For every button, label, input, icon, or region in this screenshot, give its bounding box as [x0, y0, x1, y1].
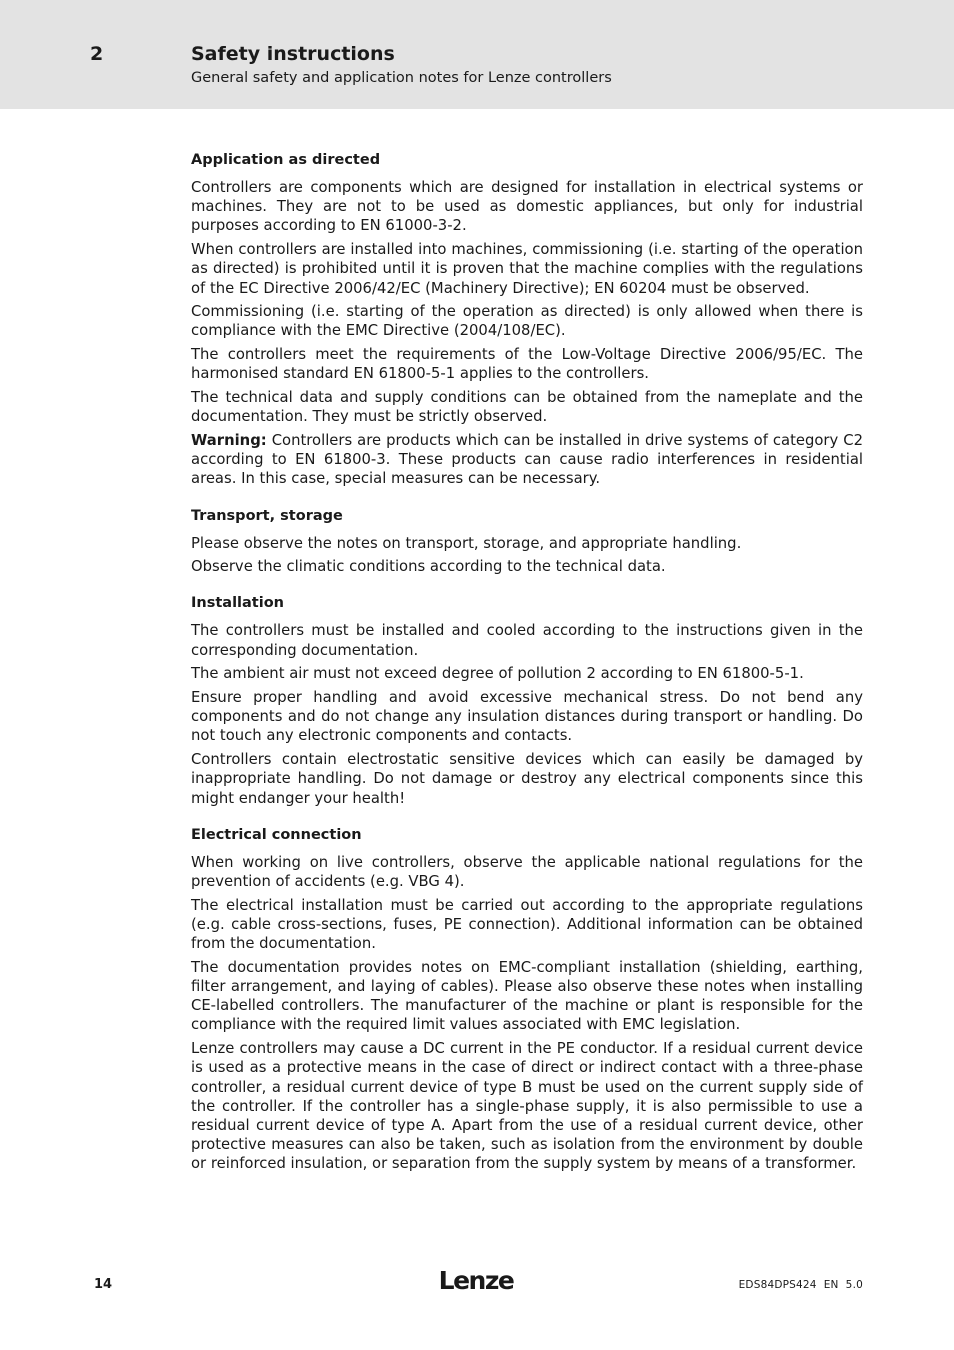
paragraph: Lenze controllers may cause a DC current in the PE conductor. If a residual current device is used as a protective means in the case of direct or indirect contact with a three-phase controller, a residual current device of type B must be used on the current supply side of the controller. If the controller has a single-phase supply, it is also permissible to use a residual current device of type A. Apart from the use of a residual current device, other protective measures can also be taken, such as isolation from the environment by double or reinforced insulation, or separation from the supply system by means of a transformer.: [191, 1040, 863, 1173]
warning-text: Controllers are products which can be installed in drive systems of category C2 according to EN 61800-3. These products can cause radio interferences in residential areas. In this case, special measures can be necessary.: [191, 431, 863, 488]
paragraph: Controllers contain electrostatic sensitive devices which can easily be damaged by inappropriate handling. Do not damage or destroy any electrical components since this might endanger your health!: [191, 751, 863, 807]
chapter-number: 2: [90, 43, 104, 65]
chapter-subtitle: General safety and application notes for Lenze controllers: [191, 70, 612, 86]
paragraph: Commissioning (i.e. starting of the operation as directed) is only allowed when there is compliance with the EMC Directive (2004/108/EC).: [191, 303, 863, 340]
paragraph: Controllers are components which are designed for installation in electrical systems or machines. They are not to be used as domestic appliances, but only for industrial purposes according to EN 61000-3-2.: [191, 179, 863, 235]
paragraph: Ensure proper handling and avoid excessive mechanical stress. Do not bend any components and do not change any insulation distances during transport or handling. Do not touch any electronic components and contacts.: [191, 689, 863, 745]
section-electrical-connection: [191, 825, 863, 1174]
warning-paragraph: [191, 431, 863, 489]
paragraph: The electrical installation must be carried out according to the appropriate regulations (e.g. cable cross-sections, fuses, PE connection). Additional information can be obtained from the documentation.: [191, 896, 863, 953]
section-heading: Transport, storage: [191, 507, 343, 524]
paragraph: The ambient air must not exceed degree of pollution 2 according to EN 61800-5-1.: [191, 665, 804, 683]
paragraph: Observe the climatic conditions according to the technical data.: [191, 558, 666, 576]
section-installation: [191, 593, 863, 807]
page-body: [191, 150, 863, 1191]
paragraph: The controllers meet the requirements of the Low-Voltage Directive 2006/95/EC. The harmonised standard EN 61800-5-1 applies to the controllers.: [191, 346, 863, 383]
paragraph: Please observe the notes on transport, storage, and appropriate handling.: [191, 534, 742, 552]
page-number: 14: [94, 1277, 113, 1292]
chapter-title: Safety instructions: [191, 43, 395, 65]
chapter-header: [0, 0, 954, 109]
paragraph: The technical data and supply conditions can be obtained from the nameplate and the documentation. They must be strictly observed.: [191, 389, 863, 426]
section-heading: Installation: [191, 595, 284, 612]
document-id: EDS84DPS424 EN 5.0: [738, 1279, 863, 1291]
section-transport-storage: [191, 506, 863, 577]
lenze-logo: [437, 1266, 515, 1296]
section-application-as-directed: [191, 150, 863, 489]
paragraph: The documentation provides notes on EMC-compliant installation (shielding, earthing, filter arrangement, and laying of cables). Please also observe these notes when installing CE-labelled controllers. The manufacturer of the machine or plant is responsible for the compliance with the required limit values associated with EMC legislation.: [191, 958, 863, 1034]
section-heading: Electrical connection: [191, 826, 362, 843]
paragraph: The controllers must be installed and cooled according to the instructions given in the corresponding documentation.: [191, 622, 863, 659]
paragraph: When controllers are installed into machines, commissioning (i.e. starting of the operation as directed) is prohibited until it is proven that the machine complies with the regulations of the EC Directive 2006/42/EC (Machinery Directive); EN 60204 must be observed.: [191, 241, 863, 297]
logo-wordmark: Lenze: [438, 1266, 514, 1295]
paragraph: When working on live controllers, observe the applicable national regulations for the prevention of accidents (e.g. VBG 4).: [191, 853, 863, 890]
warning-label: Warning:: [191, 431, 267, 449]
section-heading: Application as directed: [191, 152, 381, 168]
